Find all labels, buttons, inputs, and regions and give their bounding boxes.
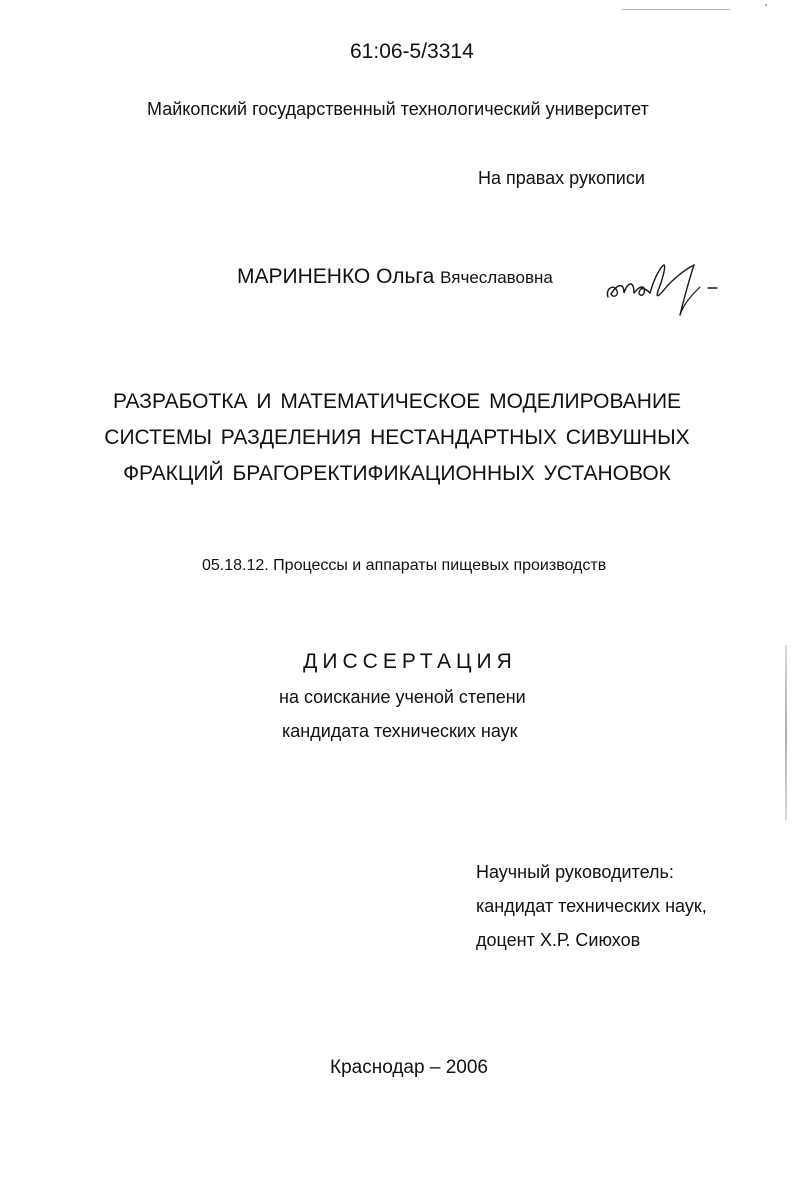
library-reference-code: 61:06-5/3314 bbox=[350, 40, 474, 63]
title-line-2: СИСТЕМЫ РАЗДЕЛЕНИЯ НЕСТАНДАРТНЫХ СИВУШНЫХ bbox=[104, 426, 690, 449]
title-line-1: РАЗРАБОТКА И МАТЕМАТИЧЕСКОЕ МОДЕЛИРОВАНИЕ bbox=[112, 390, 682, 413]
supervisor-heading: Научный руководитель: bbox=[476, 862, 674, 882]
dissertation-label: ДИССЕРТАЦИЯ bbox=[303, 650, 517, 673]
title-line-3: ФРАКЦИЙ БРАГОРЕКТИФИКАЦИОННЫХ УСТАНОВОК bbox=[123, 462, 671, 485]
author-name bbox=[237, 265, 553, 289]
author-patronymic: Вячеславовна bbox=[440, 268, 553, 287]
degree-line-1: на соискание ученой степени bbox=[279, 687, 526, 707]
supervisor-name: доцент Х.Р. Сиюхов bbox=[476, 930, 641, 950]
author-surname: МАРИНЕНКО bbox=[237, 265, 371, 288]
degree-line-2: кандидата технических наук bbox=[282, 721, 518, 741]
manuscript-rights-note: На правах рукописи bbox=[478, 168, 645, 188]
author-first-name: Ольга bbox=[376, 265, 435, 288]
supervisor-block bbox=[476, 855, 707, 957]
scan-top-rule bbox=[622, 9, 730, 10]
dissertation-title bbox=[0, 384, 794, 492]
city-and-year: Краснодар – 2006 bbox=[330, 1057, 488, 1078]
university-name: Майкопский государственный технологический университет bbox=[147, 99, 649, 119]
scan-speck bbox=[765, 4, 767, 6]
specialty-code: 05.18.12. Процессы и аппараты пищевых производств bbox=[202, 557, 607, 574]
supervisor-degree: кандидат технических наук, bbox=[476, 896, 707, 916]
author-signature bbox=[600, 257, 725, 322]
